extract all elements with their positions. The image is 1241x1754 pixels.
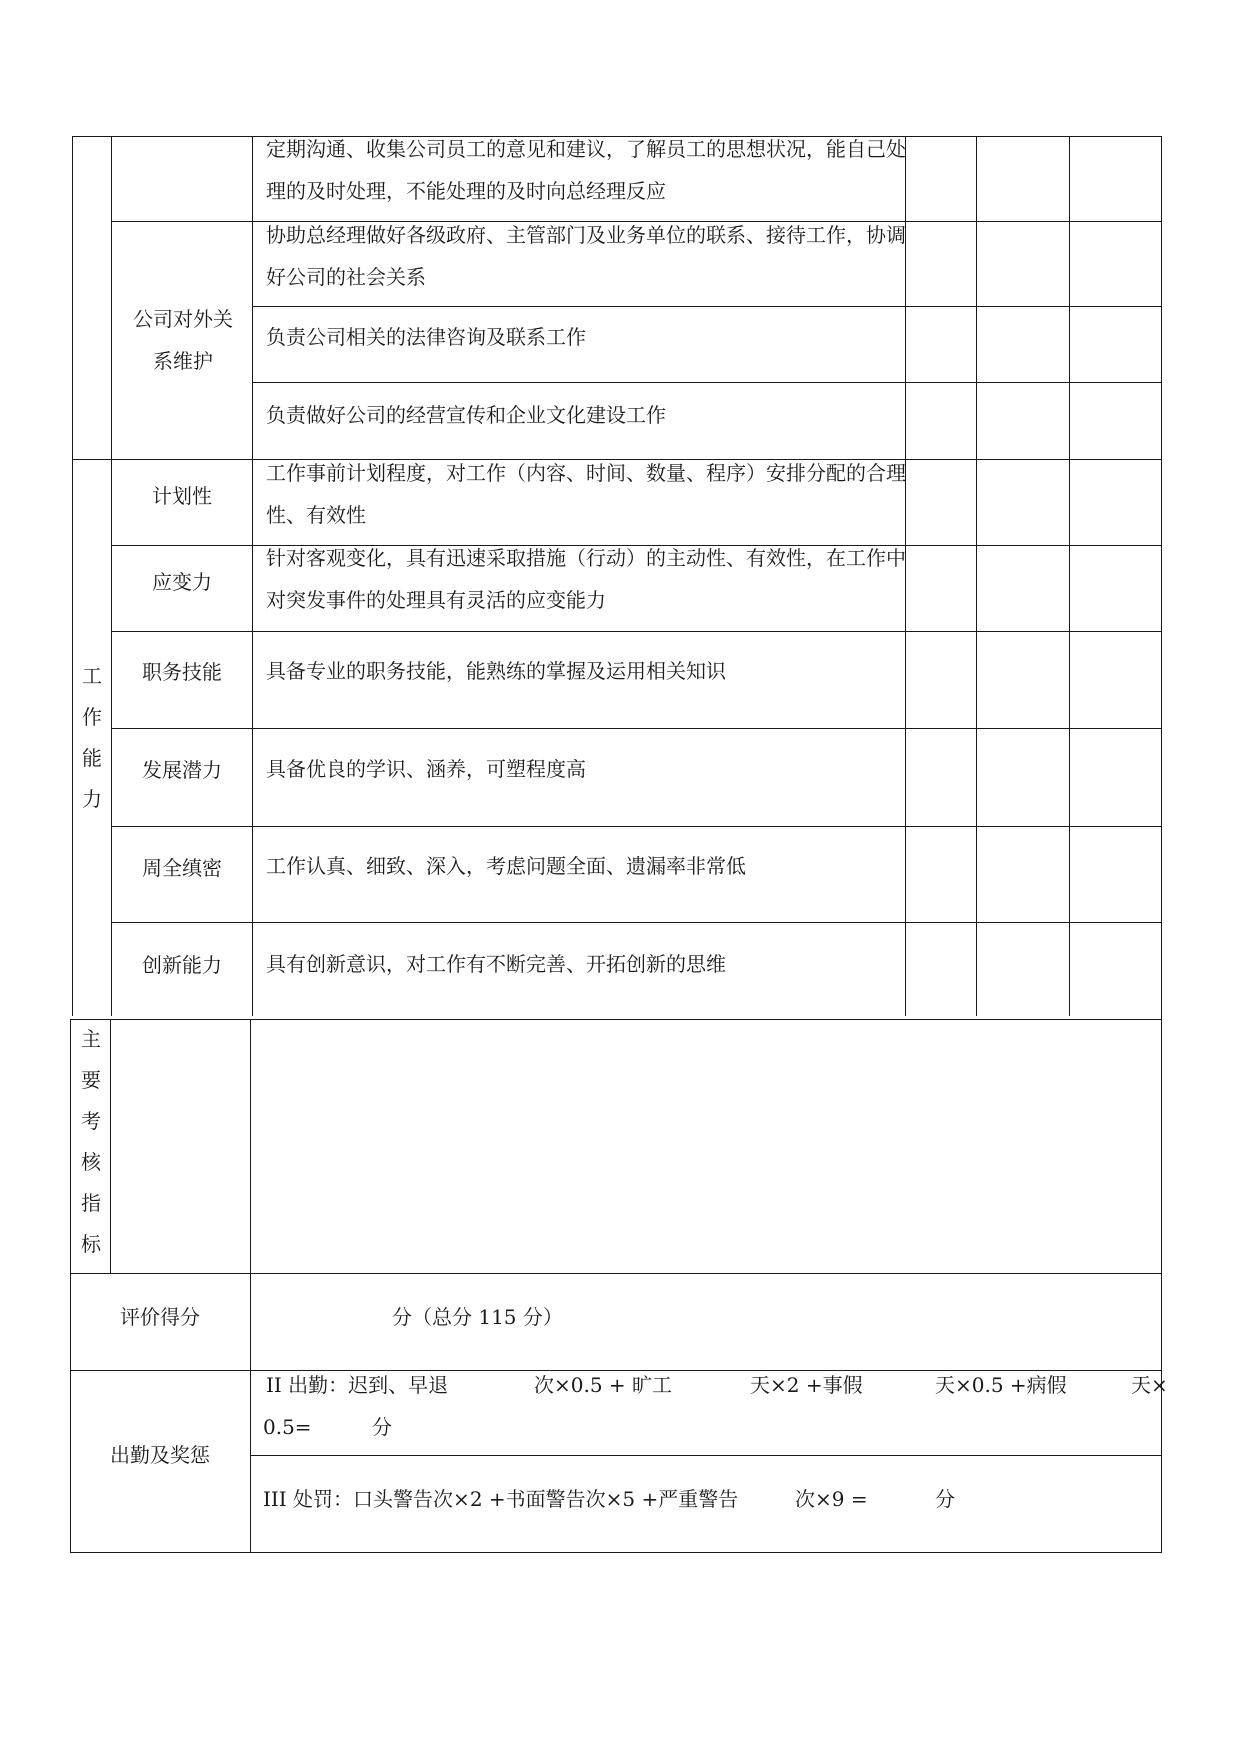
category-char: 工 bbox=[82, 664, 102, 688]
item-adaptability: 应变力 bbox=[152, 570, 212, 594]
category-work-ability bbox=[77, 656, 107, 820]
category-char: 考 bbox=[81, 1109, 101, 1133]
row-line bbox=[70, 1273, 1161, 1274]
category-char: 核 bbox=[81, 1150, 101, 1174]
item-job-skills: 职务技能 bbox=[142, 660, 222, 684]
category-char: 能 bbox=[82, 746, 102, 770]
category-char: 主 bbox=[81, 1027, 101, 1051]
category-char: 力 bbox=[82, 787, 102, 811]
col-divider-4 bbox=[976, 136, 977, 1016]
score-value: 分（总分 115 分） bbox=[392, 1305, 563, 1329]
penalty-line bbox=[0, 1478, 1161, 1520]
row-line bbox=[70, 1019, 1161, 1020]
category-char: 标 bbox=[81, 1232, 101, 1256]
category-key-indicators bbox=[76, 1019, 106, 1265]
row-6-description: 针对客观变化，具有迅速采取措施（行动）的主动性、有效性，在工作中对突发事件的处理具有灵活的应变能力 bbox=[266, 546, 906, 612]
row-2-description: 协助总经理做好各级政府、主管部门及业务单位的联系、接待工作，协调好公司的社会关系 bbox=[266, 223, 906, 289]
row-1-description: 定期沟通、收集公司员工的意见和建议，了解员工的思想状况，能自己处理的及时处理，不能处理的及时向总经理反应 bbox=[266, 137, 906, 203]
row-line bbox=[250, 1455, 1161, 1456]
item-thoroughness: 周全缜密 bbox=[142, 856, 222, 880]
attendance-part: 天×0.5 +病假 bbox=[935, 1373, 1067, 1397]
row-line bbox=[111, 728, 1161, 729]
row-3-description: 负责公司相关的法律咨询及联系工作 bbox=[266, 325, 586, 349]
attendance-line-2 bbox=[0, 1406, 1161, 1448]
attendance-part: 分 bbox=[372, 1415, 392, 1439]
table-bottom-border bbox=[70, 1552, 1162, 1553]
table-right-border bbox=[1161, 136, 1162, 1553]
item-potential: 发展潜力 bbox=[142, 758, 222, 782]
attendance-line-1 bbox=[0, 1364, 1168, 1406]
row-7-description: 具备专业的职务技能，能熟练的掌握及运用相关知识 bbox=[266, 659, 726, 683]
col-divider-5 bbox=[1069, 136, 1070, 1016]
item-innovation: 创新能力 bbox=[142, 953, 222, 977]
category-char: 要 bbox=[81, 1068, 101, 1092]
row-10-description: 具有创新意识，对工作有不断完善、开拓创新的思维 bbox=[266, 952, 726, 976]
category-char: 指 bbox=[81, 1191, 101, 1215]
row-5-description: 工作事前计划程度，对工作（内容、时间、数量、程序）安排分配的合理性、有效性 bbox=[266, 461, 906, 527]
row-4-description: 负责做好公司的经营宣传和企业文化建设工作 bbox=[266, 403, 666, 427]
item-external-relations: 公司对外关系维护 bbox=[133, 307, 233, 373]
category-char: 作 bbox=[82, 705, 102, 729]
attendance-label: 出勤及奖惩 bbox=[110, 1443, 210, 1467]
row-8-description: 具备优良的学识、涵养，可塑程度高 bbox=[266, 757, 586, 781]
item-planning: 计划性 bbox=[152, 484, 212, 508]
row-line bbox=[252, 306, 1161, 307]
penalty-part: III 处罚：口头警告次×2 +书面警告次×5 +严重警告 bbox=[263, 1487, 739, 1511]
attendance-part: 天× bbox=[1131, 1373, 1168, 1397]
attendance-part: 次×0.5 + 旷工 bbox=[534, 1373, 673, 1397]
row-line bbox=[111, 922, 1161, 923]
row-9-description: 工作认真、细致、深入，考虑问题全面、遗漏率非常低 bbox=[266, 854, 746, 878]
indicator-divider bbox=[110, 1019, 111, 1273]
col-divider-2 bbox=[252, 136, 253, 1016]
penalty-part: 次×9 = bbox=[795, 1487, 868, 1511]
attendance-part: 天×2 +事假 bbox=[750, 1373, 863, 1397]
attendance-part: II 出勤：迟到、早退 bbox=[266, 1373, 449, 1397]
score-label: 评价得分 bbox=[120, 1305, 200, 1329]
row-line bbox=[111, 826, 1161, 827]
lower-col-divider bbox=[250, 1019, 251, 1553]
penalty-part: 分 bbox=[935, 1487, 955, 1511]
row-line bbox=[252, 382, 1161, 383]
row-line bbox=[111, 631, 1161, 632]
attendance-part: 0.5= bbox=[263, 1415, 312, 1439]
lower-left-border bbox=[70, 1019, 71, 1553]
table-left-border bbox=[72, 136, 73, 1016]
